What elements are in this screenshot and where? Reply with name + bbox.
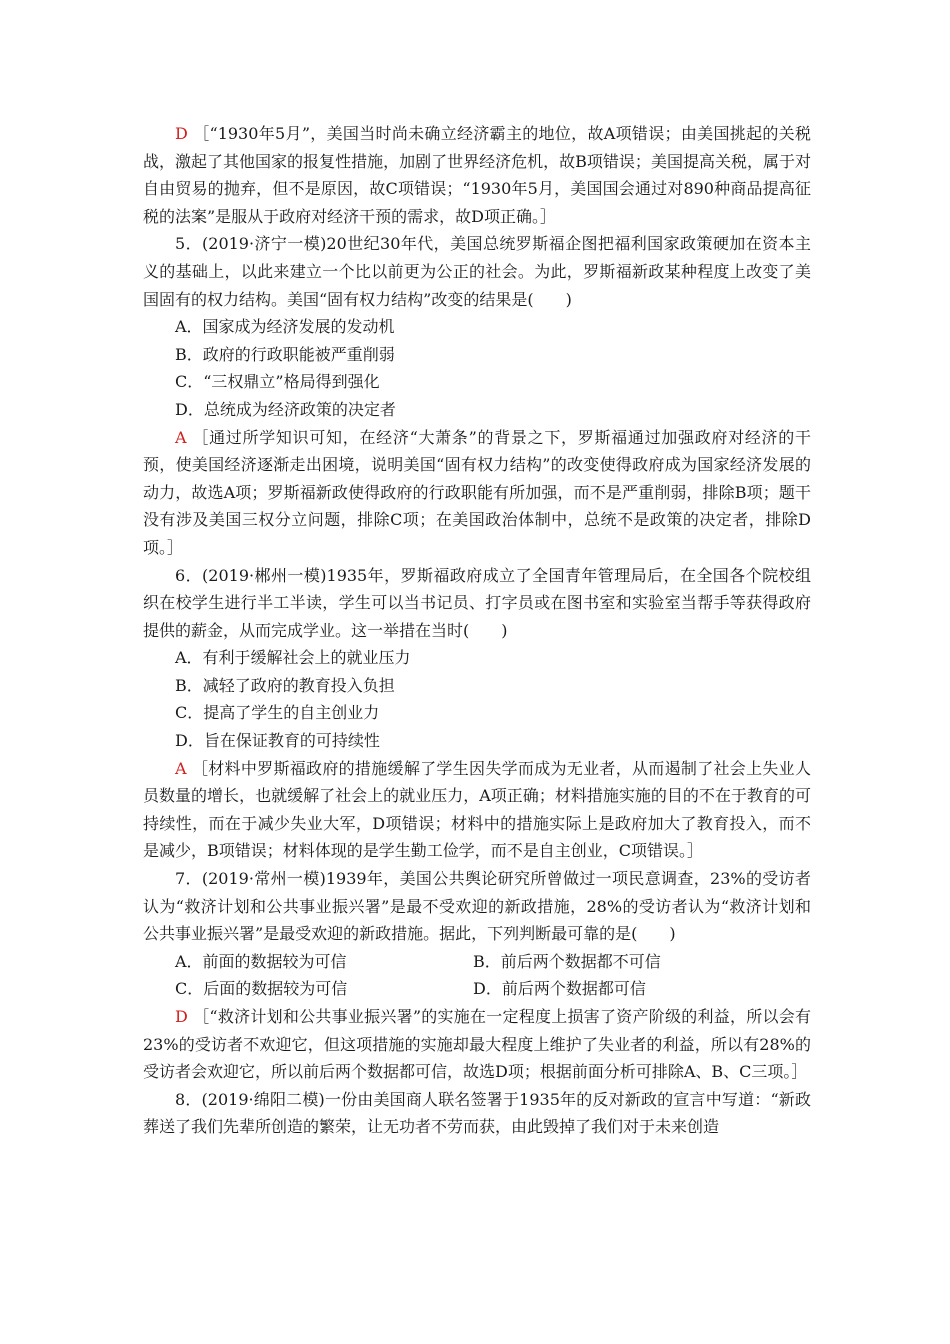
analysis-text: ［“救济计划和公共事业振兴署”的实施在一定程度上损害了资产阶级的利益，所以会有23%的受访者不欢迎它，但这项措施的实施却最大程度上维护了失业者的利益，所以有28%的受访者会欢迎它，所以前后两个数据都可信，故选D项；根据前面分析可排除A、B、C三项。］ xyxy=(143,1007,811,1082)
option-row xyxy=(175,948,811,976)
question-7: 7．(2019·常州一模)1939年，美国公共舆论研究所曾做过一项民意调查，23%的受访者认为“救济计划和公共事业振兴署”是最不受欢迎的新政措施，28%的受访者认为“救济计划和公共事业振兴署”是最受欢迎的新政措施。据此，下列判断最可靠的是( ) xyxy=(143,869,811,944)
analysis-block xyxy=(143,1003,811,1086)
answer-letter: A xyxy=(175,427,187,447)
option-a: A．有利于缓解社会上的就业压力 xyxy=(175,648,411,668)
analysis-block xyxy=(143,755,811,865)
option-row xyxy=(175,975,811,1003)
answer-letter: A xyxy=(175,758,187,778)
option-c: C．“三权鼎立”格局得到强化 xyxy=(175,372,380,392)
answer-letter: D xyxy=(175,124,188,143)
analysis-block xyxy=(143,120,811,230)
option-b: B．减轻了政府的教育投入负担 xyxy=(175,675,395,695)
analysis-text: ［“1930年5月”，美国当时尚未确立经济霸主的地位，故A项错误；由美国挑起的关税战，激起了其他国家的报复性措施，加剧了世界经济危机，故B项错误；美国提高关税，属于对自由贸易的抛弃，但不是原因，故C项错误；“1930年5月，美国国会通过对890种商品提高征税的法案”是服从于政府对经济干预的需求，故D项正确。］ xyxy=(143,124,811,226)
answer-letter: D xyxy=(175,1007,188,1026)
option-c: C．提高了学生的自主创业力 xyxy=(175,703,380,723)
option-b: B．前后两个数据都不可信 xyxy=(473,951,661,971)
option-d: D．前后两个数据都可信 xyxy=(473,979,646,999)
analysis-text: ［通过所学知识可知，在经济“大萧条”的背景之下，罗斯福通过加强政府对经济的干预，使美国经济逐渐走出困境，说明美国“固有权力结构”的改变使得政府成为国家经济发展的动力，故选A项；罗斯福新政使得政府的行政职能有所加强，而不是严重削弱，排除B项；题干没有涉及美国三权分立问题，排除C项；在美国政治体制中，总统不是政策的决定者，排除D项。］ xyxy=(143,427,811,557)
option-a: A．前面的数据较为可信 xyxy=(175,951,347,971)
option-c: C．后面的数据较为可信 xyxy=(175,979,348,999)
page-content xyxy=(143,120,811,1141)
option-d: D．总统成为经济政策的决定者 xyxy=(175,399,396,419)
option-d: D．旨在保证教育的可持续性 xyxy=(175,731,380,751)
question-8: 8．(2019·绵阳二模)一份由美国商人联名签署于1935年的反对新政的宣言中写道：“新政葬送了我们先辈所创造的繁荣，让无功者不劳而获，由此毁掉了我们对于未来创造 xyxy=(143,1089,811,1137)
analysis-block xyxy=(143,424,811,562)
analysis-text: ［材料中罗斯福政府的措施缓解了学生因失学而成为无业者，从而遏制了社会上失业人员数量的增长，也就缓解了社会上的就业压力，A项正确；材料措施实施的目的不在于教育的可持续性，而在于减少失业大军，D项错误；材料中的措施实际上是政府加大了教育投入，而不是减少，B项错误；材料体现的是学生勤工俭学，而不是自主创业，C项错误。］ xyxy=(143,758,811,861)
question-5: 5．(2019·济宁一模)20世纪30年代，美国总统罗斯福企图把福利国家政策硬加在资本主义的基础上，以此来建立一个比以前更为公正的社会。为此，罗斯福新政某种程度上改变了美国固有的权力结构。美国“固有权力结构”改变的结果是( ) xyxy=(143,234,811,309)
question-6: 6．(2019·郴州一模)1935年，罗斯福政府成立了全国青年管理局后，在全国各个院校组织在校学生进行半工半读，学生可以当书记员、打字员或在图书室和实验室当帮手等获得政府提供的薪金，从而完成学业。这一举措在当时( ) xyxy=(143,565,811,640)
option-a: A．国家成为经济发展的发动机 xyxy=(175,317,395,337)
option-b: B．政府的行政职能被严重削弱 xyxy=(175,344,395,364)
